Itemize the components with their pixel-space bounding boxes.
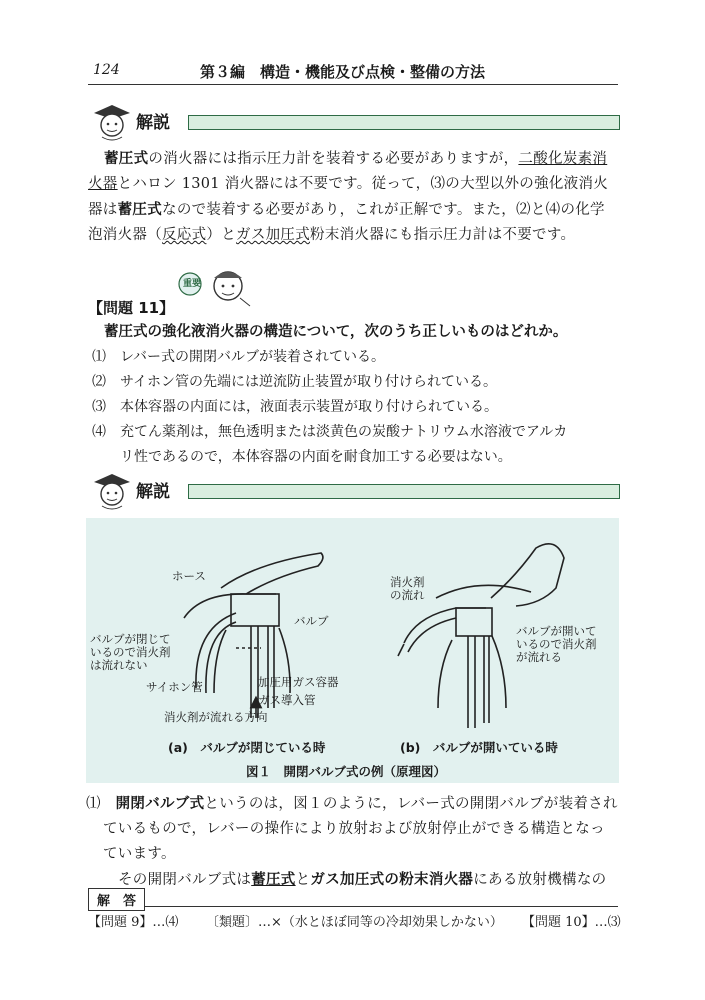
answers-label: 解 答 xyxy=(88,888,145,911)
important-badge: 重要 xyxy=(183,279,202,289)
kaisetsu-label: 解説 xyxy=(136,482,170,502)
option-4: ⑷ 充てん薬剤は，無色透明または淡黄色の炭酸ナトリウム水溶液でアルカ xyxy=(92,424,568,440)
option-1: ⑴ レバー式の開閉バルブが装着されている。 xyxy=(92,349,386,365)
label-closed-note: バルブが閉じて いるので消火剤 は流れない xyxy=(90,632,171,672)
label-agent-flow: 消火剤 の流れ xyxy=(390,575,425,602)
kaisetsu-label: 解説 xyxy=(136,113,170,133)
caption-b: (b) バルブが開いている時 xyxy=(400,740,558,755)
figure-panel xyxy=(86,518,619,783)
kaisetsu-heading-2 xyxy=(88,472,620,512)
figure-caption: 図１ 開閉バルブ式の例（原理図） xyxy=(246,764,447,779)
option-3: ⑶ 本体容器の内面には，液面表示装置が取り付けられている。 xyxy=(92,399,498,415)
label-open-note: バルブが開いて いるので消火剤 が流れる xyxy=(516,624,597,664)
chapter-title: 第３編 構造・機能及び点検・整備の方法 xyxy=(200,63,486,81)
answer-q10: 【問題 10】…⑶ xyxy=(522,915,621,930)
header-divider xyxy=(88,84,618,85)
label-siphon: サイホン管 xyxy=(146,680,203,694)
kaisetsu-bar xyxy=(188,115,620,130)
label-flow-direction: 消火剤が流れる方向 xyxy=(164,710,268,724)
option-4-continued: リ性であるので，本体容器の内面を耐食加工する必要はない。 xyxy=(120,449,512,465)
label-gas-tube: ガス導入管 xyxy=(258,693,316,707)
page-number: 124 xyxy=(93,62,120,78)
label-valve: バルブ xyxy=(294,614,329,628)
label-hose: ホース xyxy=(172,569,206,583)
question-stem: 蓄圧式の強化液消火器の構造について，次のうち正しいものはどれか。 xyxy=(104,323,568,340)
answers-divider xyxy=(88,906,618,907)
label-gas-container: 加圧用ガス容器 xyxy=(258,675,339,689)
kaisetsu-heading xyxy=(88,103,620,143)
professor-mascot-icon xyxy=(88,103,134,143)
explanation-paragraph-1: 蓄圧式の消火器には指示圧力計を装着する必要がありますが，二酸化炭素消 火器とハロン 1301 消火器には不要です。従って，⑶の大型以外の強化液消火 器は蓄圧式なので装着する必要があり，これが正解です。また，⑵と⑷の化学 泡消火器（反応式）とガス加圧式粉末消火器にも指示圧力計は不要です。 xyxy=(88,150,609,243)
question-title: 【問題 11】 xyxy=(88,299,175,317)
explanation-paragraph-2: ⑴ 開閉バルブ式というのは，図１のように，レバー式の開閉バルブが装着され ているもので，レバーの操作により放射および放射停止ができる構造となっ ています。 その開閉バルブ式は蓄圧式とガス加圧式の粉末消火器にある放射機構なの xyxy=(86,795,618,888)
kaisetsu-bar xyxy=(188,484,620,499)
professor-mascot-icon xyxy=(88,472,134,512)
answer-related: 〔類題〕…×（水とほぼ同等の冷却効果しかない） xyxy=(206,915,503,930)
option-2: ⑵ サイホン管の先端には逆流防止装置が取り付けられている。 xyxy=(92,374,498,390)
answer-q9: 【問題 9】…⑷ xyxy=(88,915,179,930)
caption-a: (a) バルブが閉じている時 xyxy=(168,740,326,755)
